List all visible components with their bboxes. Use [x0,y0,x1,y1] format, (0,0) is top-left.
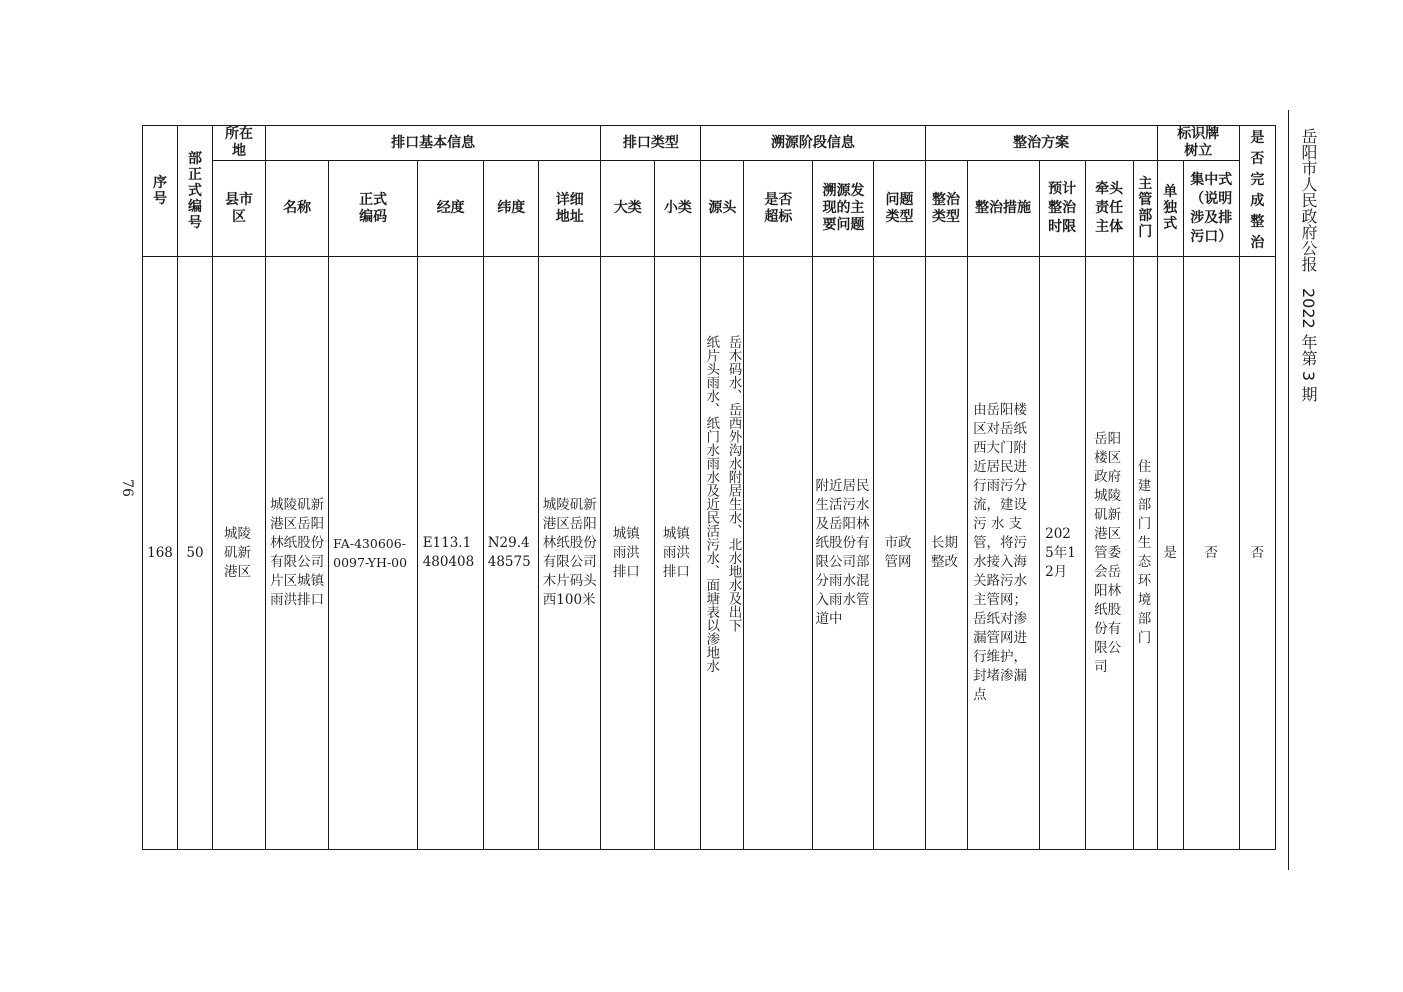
cell-latitude: N29.448575 [484,257,539,850]
header-standalone: 单独式 [1157,161,1183,257]
cell-centralized: 否 [1183,257,1239,850]
cell-problem-type: 市政管网 [874,257,925,850]
cell-source-left: 岳木码水、岳西外沟水附居生水、北水地水及出下 [725,335,742,632]
running-header: 岳阳市人民政府公报 2022 年第 3 期 [1299,128,1318,403]
cell-source: 纸片头雨水、纸门水雨水及近民活污水、面塘表以渗地水 岳木码水、岳西外沟水附居生水、北水地水及出下 [701,257,744,850]
header-address: 详细地址 [539,161,601,257]
header-lead-entity: 牵头责任主体 [1085,161,1133,257]
outlet-table [142,125,1276,850]
header-outlet-basic: 排口基本信息 [266,126,601,161]
header-main-problem: 溯源发现的主要问题 [813,161,874,257]
cell-lead-entity: 岳阳楼区政府城陵矶新港区管委会岳阳林纸股份有限公司 [1085,257,1133,850]
cell-address: 城陵矶新港区岳阳林纸股份有限公司木片码头西100米 [539,257,601,850]
cell-remed-measure: 由岳阳楼区对岳纸西大门附近居民进行雨污分流，建设污 水 支管，将污水接入海关路污水主管网；岳纸对渗漏管网进行维护，封堵渗漏点 [967,257,1039,850]
cell-official-code: FA-430606-0097-YH-00 [329,257,418,850]
header-major: 大类 [601,161,655,257]
header-sign-group: 标识牌树立 [1157,126,1239,161]
header-problem-type: 问题类型 [874,161,925,257]
cell-standalone: 是 [1157,257,1183,850]
header-name: 名称 [266,161,329,257]
header-deadline: 预计整治时限 [1039,161,1085,257]
cell-name: 城陵矶新港区岳阳林纸股份有限公司片区城镇雨洪排口 [266,257,329,850]
header-seq: 序号 [143,126,178,257]
header-remed-type: 整治类型 [925,161,967,257]
header-minor: 小类 [655,161,701,257]
header-centralized: 集中式（说明涉及排污口） [1183,161,1239,257]
header-trace-stage: 溯源阶段信息 [701,126,925,161]
cell-supervisor: 住建部门生态环境部门 [1133,257,1157,850]
cell-minor: 城镇雨洪排口 [655,257,701,850]
header-longitude: 经度 [418,161,484,257]
cell-remed-type: 长期整改 [925,257,967,850]
cell-completed: 否 [1239,257,1275,850]
cell-longitude: E113.1480408 [418,257,484,850]
header-location-group: 所在地 [213,126,266,161]
header-remediation: 整治方案 [925,126,1157,161]
header-exceed: 是否超标 [744,161,813,257]
cell-main-problem: 附近居民生活污水及岳阳林纸股份有限公司部分雨水混入雨水管道中 [813,257,874,850]
header-remed-measure: 整治措施 [967,161,1039,257]
cell-exceed [744,257,813,850]
cell-major: 城镇雨洪排口 [601,257,655,850]
header-rule [1288,110,1289,870]
header-county: 县市区 [213,161,266,257]
header-supervisor: 主管部门 [1133,161,1157,257]
header-completed: 是否完成整治 [1239,126,1275,257]
cell-county: 城陵矶新港区 [213,257,266,850]
cell-seq: 168 [143,257,178,850]
header-official-code: 正式编码 [329,161,418,257]
header-latitude: 纬度 [484,161,539,257]
page-number: 76 [118,479,135,497]
header-source: 源头 [701,161,744,257]
header-outlet-type: 排口类型 [601,126,701,161]
header-dept-code: 部正式编号 [178,126,213,257]
cell-deadline: 2025年12月 [1039,257,1085,850]
cell-dept-code: 50 [178,257,213,850]
